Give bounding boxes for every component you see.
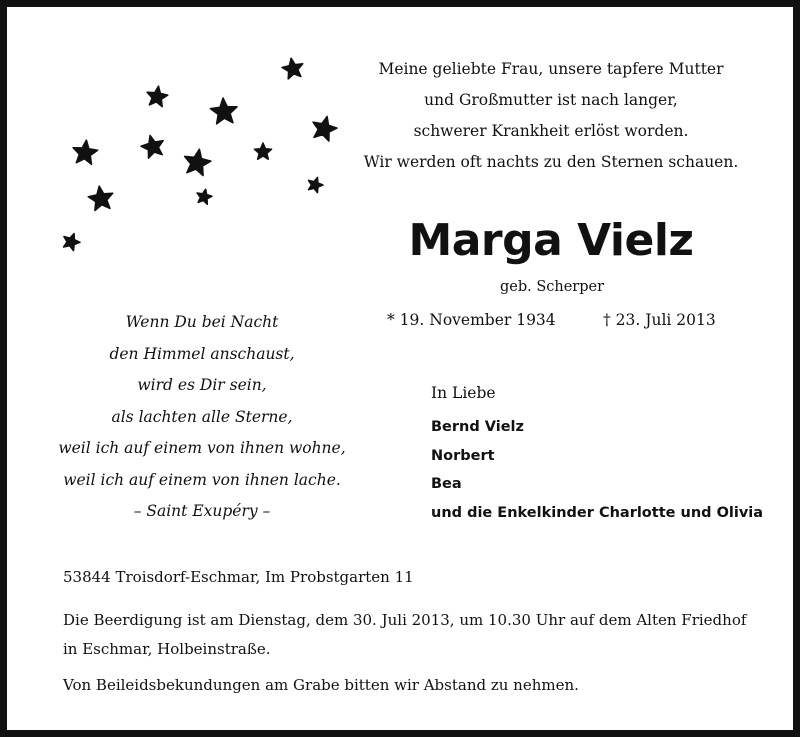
stars-decoration bbox=[47, 47, 367, 267]
opening-verse-line: schwerer Krankheit erlöst worden. bbox=[413, 122, 689, 140]
funeral-info-line: Die Beerdigung ist am Dienstag, dem 30. Juli 2013, um 10.30 Uhr auf dem Alten Friedhof bbox=[63, 611, 747, 629]
star-icon bbox=[313, 116, 337, 141]
family-member: Bea bbox=[431, 476, 462, 492]
quote-line: weil ich auf einem von ihnen wohne, bbox=[58, 439, 346, 457]
star-icon bbox=[185, 149, 211, 175]
deceased-name: Marga Vielz bbox=[408, 215, 694, 266]
condolence-note: Von Beileidsbekundungen am Grabe bitten wir Abstand zu nehmen. bbox=[63, 676, 579, 694]
star-icon bbox=[141, 135, 163, 158]
star-icon bbox=[210, 98, 237, 124]
funeral-info bbox=[63, 606, 753, 664]
star-icon bbox=[282, 58, 303, 79]
funeral-info-line: in Eschmar, Holbeinstraße. bbox=[63, 640, 271, 658]
opening-verse-line: und Großmutter ist nach langer, bbox=[424, 91, 678, 109]
star-icon bbox=[88, 186, 113, 210]
family-member: Norbert bbox=[431, 447, 495, 464]
in-love-label: In Liebe bbox=[431, 384, 496, 402]
star-icon bbox=[254, 143, 271, 159]
star-icon bbox=[73, 140, 98, 164]
quote-line: den Himmel anschaust, bbox=[109, 344, 295, 363]
family-member: Bernd Vielz bbox=[431, 419, 524, 435]
quote-line: als lachten alle Sterne, bbox=[111, 407, 293, 426]
quote-line: Wenn Du bei Nacht bbox=[125, 313, 279, 331]
star-icon bbox=[197, 189, 212, 204]
opening-verse-line: Wir werden oft nachts zu den Sternen schauen. bbox=[363, 153, 739, 171]
star-icon bbox=[309, 177, 324, 192]
death-date: † 23. Juli 2013 bbox=[603, 311, 716, 329]
quote-author: – Saint Exupéry – bbox=[133, 502, 271, 520]
star-icon bbox=[147, 86, 168, 107]
family-member: und die Enkelkinder Charlotte und Olivia bbox=[431, 504, 764, 521]
birth-name: geb. Scherper bbox=[499, 279, 605, 295]
quote-line: weil ich auf einem von ihnen lache. bbox=[63, 470, 341, 489]
opening-verse-line: Meine geliebte Frau, unsere tapfere Mutter bbox=[378, 60, 724, 78]
birth-date: * 19. November 1934 bbox=[387, 311, 556, 329]
quote-line: wird es Dir sein, bbox=[137, 376, 267, 394]
opening-verse bbox=[359, 54, 743, 178]
family-list bbox=[431, 413, 763, 527]
address: 53844 Troisdorf-Eschmar, Im Probstgarten 11 bbox=[63, 568, 414, 586]
quote-block bbox=[47, 307, 357, 528]
star-icon bbox=[64, 234, 81, 251]
